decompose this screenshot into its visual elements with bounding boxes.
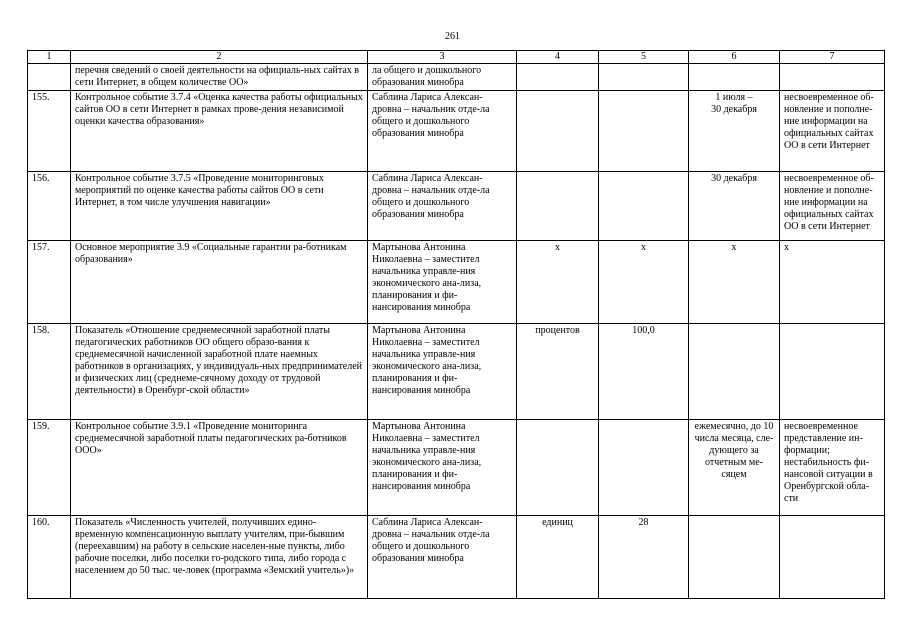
row-value — [599, 91, 689, 172]
row-responsible: Мартынова Антонина Николаевна – заместител начальника управле-ния экономического ана-лиза, планирования и фи-нансирования минобра — [368, 241, 517, 324]
row-description: Основное мероприятие 3.9 «Социальные гарантии ра-ботникам образования» — [71, 241, 368, 324]
column-number: 5 — [599, 51, 689, 64]
row-responsible: Саблина Лариса Алексан-дровна – начальник отде-ла общего и дошкольного образования минобра — [368, 91, 517, 172]
row-value — [599, 420, 689, 516]
row-risk — [780, 324, 885, 420]
row-term: х — [689, 241, 780, 324]
column-number: 3 — [368, 51, 517, 64]
table-row — [28, 516, 885, 599]
plan-table — [27, 50, 885, 599]
column-numbers-row — [28, 51, 885, 64]
row-risk — [780, 64, 885, 91]
row-term — [689, 64, 780, 91]
row-risk — [780, 516, 885, 599]
row-number: 155. — [28, 91, 71, 172]
row-number: 160. — [28, 516, 71, 599]
row-risk: х — [780, 241, 885, 324]
row-term: ежемесячно, до 10 числа месяца, сле-дующего за отчетным ме-сяцем — [689, 420, 780, 516]
table-row — [28, 172, 885, 241]
row-unit: единиц — [517, 516, 599, 599]
table-row — [28, 420, 885, 516]
page-number: 261 — [445, 31, 460, 42]
row-description: Контрольное событие 3.7.4 «Оценка качества работы официальных сайтов ОО в сети Интернет в рамках прове-дения независимой оценки качества образования» — [71, 91, 368, 172]
column-number: 1 — [28, 51, 71, 64]
row-unit: х — [517, 241, 599, 324]
row-responsible: Саблина Лариса Алексан-дровна – начальник отде-ла общего и дошкольного образования минобра — [368, 516, 517, 599]
row-value: 100,0 — [599, 324, 689, 420]
row-responsible: Саблина Лариса Алексан-дровна – начальник отде-ла общего и дошкольного образования минобра — [368, 172, 517, 241]
row-number: 156. — [28, 172, 71, 241]
row-responsible: ла общего и дошкольного образования минобра — [368, 64, 517, 91]
row-description: Показатель «Численность учителей, получивших едино-временную компенсационную выплату учителям, при-бывшим (переехавшим) на работу в сельские населен-ные пункты, либо рабочие поселки, либо поселки го-родского типа, либо города с населением до 50 тыс. че-ловек (программа «Земский учитель»)» — [71, 516, 368, 599]
row-value — [599, 172, 689, 241]
row-number: 159. — [28, 420, 71, 516]
row-unit — [517, 64, 599, 91]
row-risk: несвоевременное об-новление и пополне-ние информации на официальных сайтах ОО в сети Интернет — [780, 91, 885, 172]
row-term: 1 июля – 30 декабря — [689, 91, 780, 172]
row-unit — [517, 91, 599, 172]
column-number: 7 — [780, 51, 885, 64]
row-description: Контрольное событие 3.9.1 «Проведение мониторинга среднемесячной заработной платы педагогических ра-ботников ООО» — [71, 420, 368, 516]
row-risk: несвоевременное об-новление и пополне-ние информации на официальных сайтах ОО в сети Интернет — [780, 172, 885, 241]
row-number — [28, 64, 71, 91]
row-value: 28 — [599, 516, 689, 599]
row-term — [689, 324, 780, 420]
row-description: Контрольное событие 3.7.5 «Проведение мониторинговых мероприятий по оценке качества работы сайтов ОО в сети Интернет, в том числе улучшения навигации» — [71, 172, 368, 241]
row-unit — [517, 420, 599, 516]
row-responsible: Мартынова Антонина Николаевна – заместител начальника управле-ния экономического ана-лиза, планирования и фи-нансирования минобра — [368, 420, 517, 516]
row-unit — [517, 172, 599, 241]
table-row — [28, 64, 885, 91]
column-number: 6 — [689, 51, 780, 64]
row-description: перечня сведений о своей деятельности на официаль-ных сайтах в сети Интернет, в общем количестве ОО» — [71, 64, 368, 91]
row-risk: несвоевременное представление ин-формации; нестабильность фи-нансовой ситуации в Оренбургской обла-сти — [780, 420, 885, 516]
row-number: 157. — [28, 241, 71, 324]
column-number: 2 — [71, 51, 368, 64]
row-value — [599, 64, 689, 91]
table-row — [28, 91, 885, 172]
row-term — [689, 516, 780, 599]
row-unit: процентов — [517, 324, 599, 420]
row-term: 30 декабря — [689, 172, 780, 241]
table-row — [28, 241, 885, 324]
row-description: Показатель «Отношение среднемесячной заработной платы педагогических работников ОО общего образо-вания к среднемесячной начисленной заработной плате наемных работников в организациях, у индивидуаль-ных предпринимателей и физических лиц (среднеме-сячному доходу от трудовой деятельности) в Оренбург-ской области» — [71, 324, 368, 420]
row-responsible: Мартынова Антонина Николаевна – заместител начальника управле-ния экономического ана-лиза, планирования и фи-нансирования минобра — [368, 324, 517, 420]
table-row — [28, 324, 885, 420]
column-number: 4 — [517, 51, 599, 64]
row-number: 158. — [28, 324, 71, 420]
row-value: х — [599, 241, 689, 324]
